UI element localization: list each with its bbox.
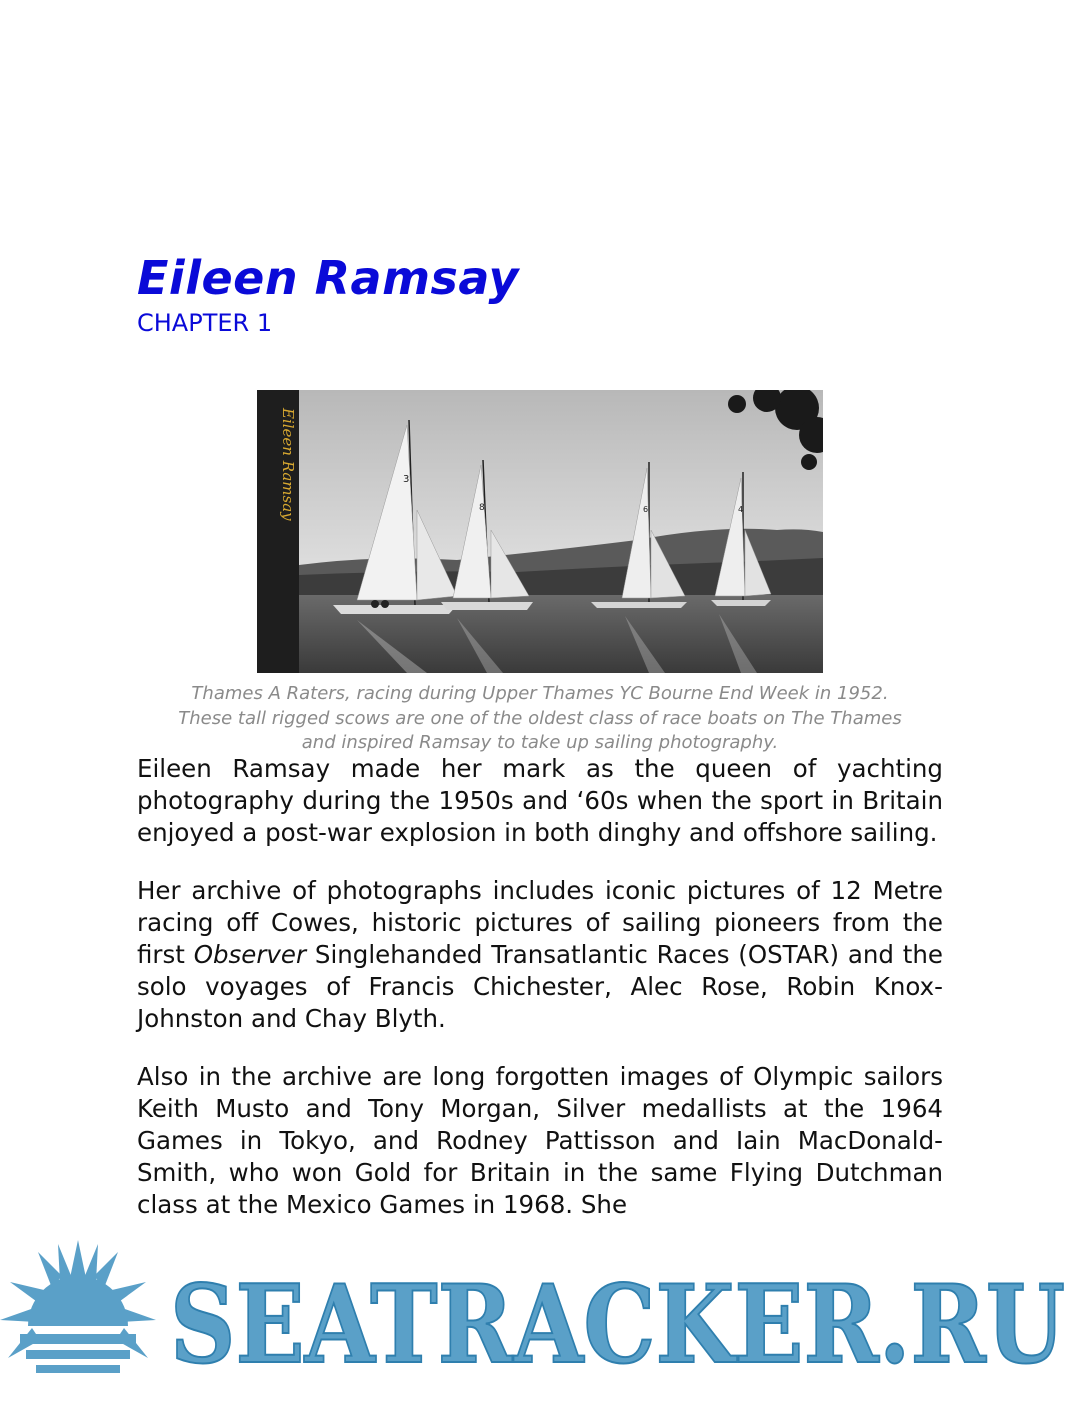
paragraph-text: Singlehanded Transatlantic Races (OSTAR) and the solo voyages of Francis Chichester, Alec Rose, Robin Knox-Johnston and Chay Blyth. <box>137 940 943 1033</box>
spine-text: Eileen Ramsay <box>279 408 297 521</box>
page-title: Eileen Ramsay <box>137 251 520 305</box>
article-body <box>137 753 943 1247</box>
paragraph-text: Her archive of photographs includes iconic pictures of 12 Metre racing off Cowes, historic pictures of sailing pioneers from the first <box>137 876 943 969</box>
sail-number: 3 <box>403 474 410 485</box>
paragraph <box>137 875 943 1035</box>
paragraph: Eileen Ramsay made her mark as the queen of yachting photography during the 1950s and ‘60s when the sport in Britain enjoyed a post-war explosion in both dinghy and offshore sailing. <box>137 754 943 847</box>
caption-line: Thames A Raters, racing during Upper Thames YC Bourne End Week in 1952. <box>191 683 889 704</box>
emphasis-text: Observer <box>193 940 307 969</box>
sun-icon <box>0 1240 156 1373</box>
sailing-photo <box>257 390 823 673</box>
caption-line: These tall rigged scows are one of the oldest class of race boats on The Thames <box>178 707 902 729</box>
sail-number: 4 <box>738 505 744 514</box>
watermark <box>0 1230 1080 1397</box>
paragraph: Also in the archive are long forgotten images of Olympic sailors Keith Musto and Tony Morgan, Silver medallists at the 1964 Games in Tokyo, and Rodney Pattisson and Iain MacDonald-Smith, who won Gold for Britain in the same Flying Dutchman class at the Mexico Games in 1968. She <box>137 1062 943 1219</box>
chapter-label: CHAPTER 1 <box>137 309 273 337</box>
sail-number: 8 <box>479 503 485 513</box>
watermark-text: SEATRACKER.RU <box>170 1262 1065 1388</box>
photo-caption <box>137 682 943 756</box>
caption-line: and inspired Ramsay to take up sailing photography. <box>301 732 779 753</box>
sail-number: 6 <box>643 505 649 514</box>
